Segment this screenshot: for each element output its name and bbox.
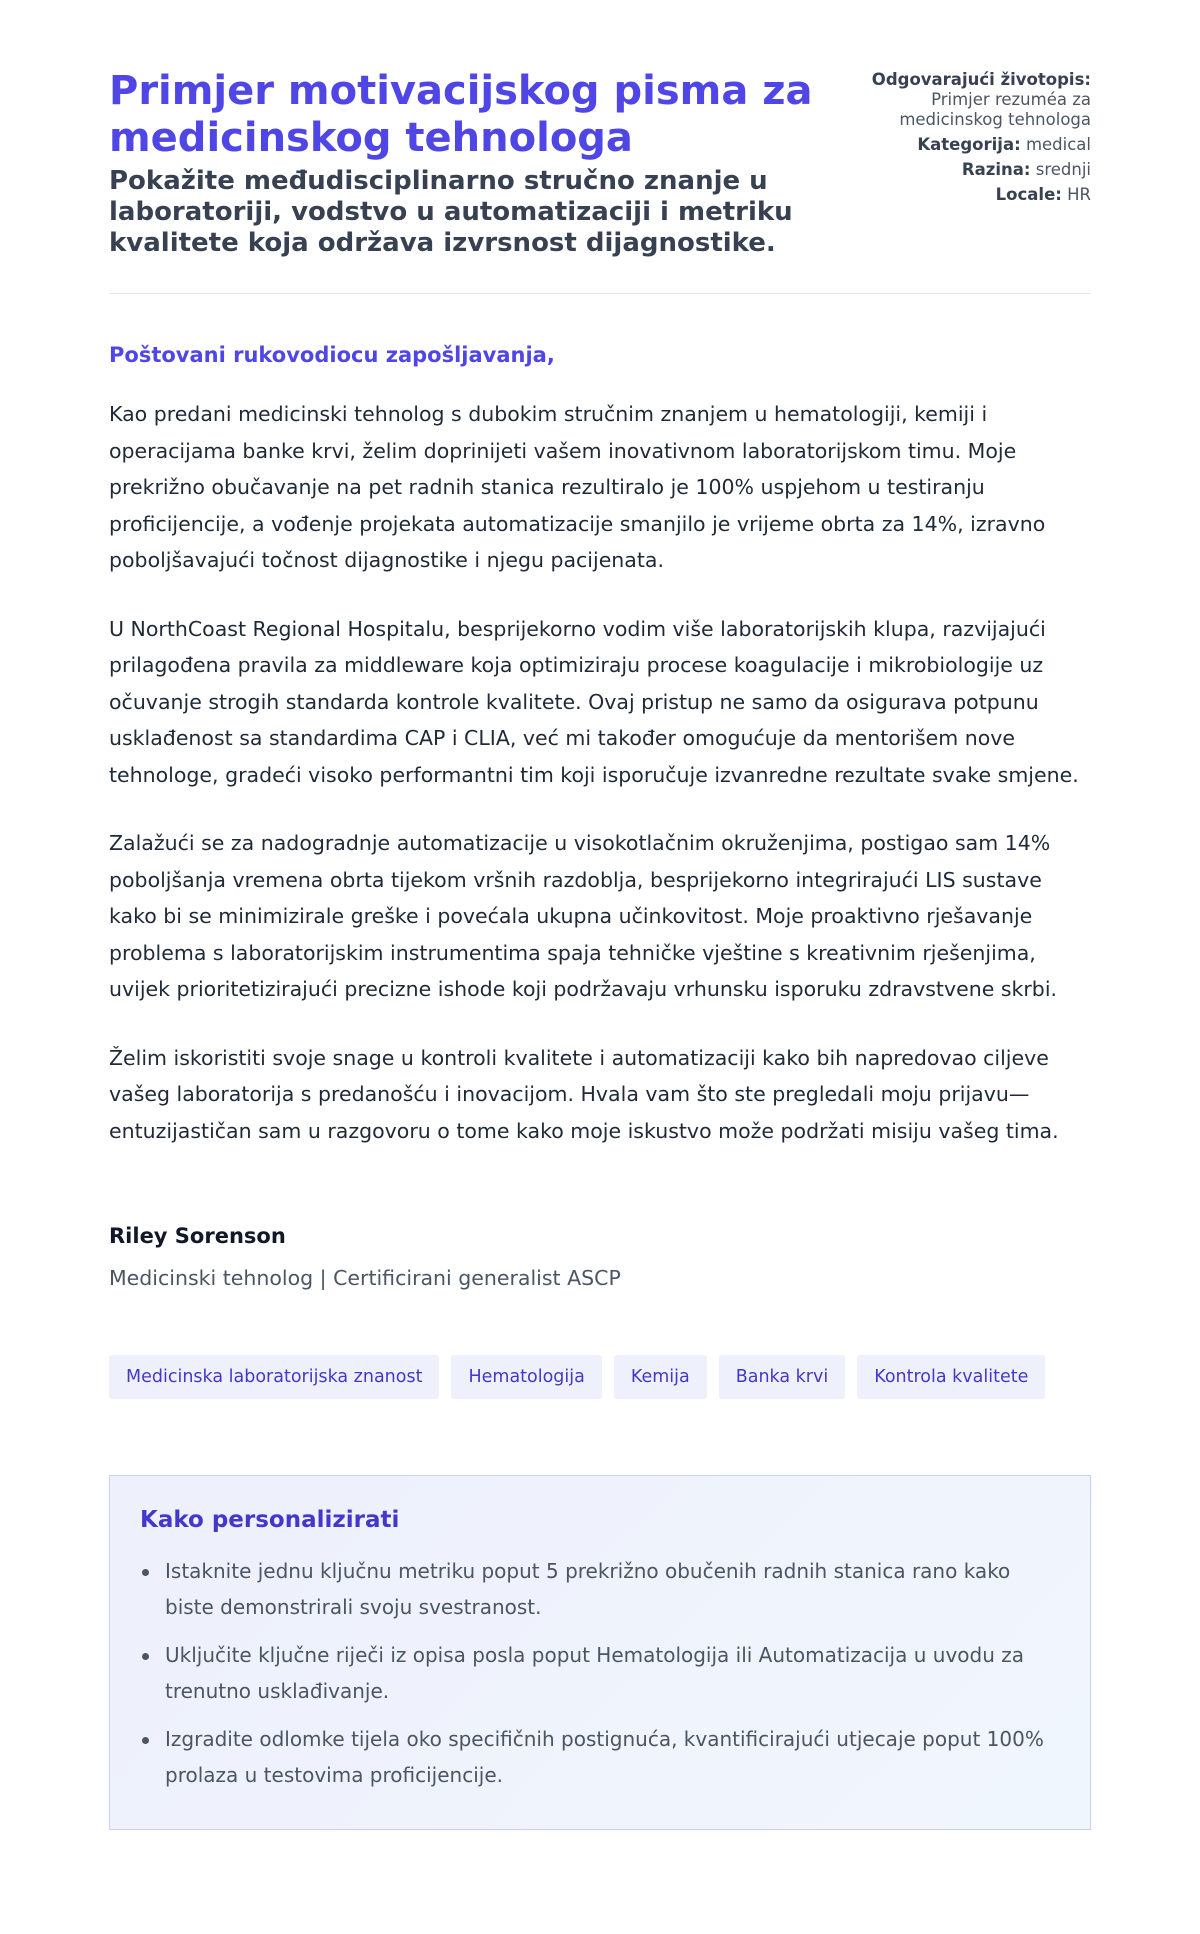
- meta-category-value: medical: [1025, 135, 1091, 154]
- letter-paragraph: Zalažući se za nadogradnje automatizacije u visokotlačnim okruženjima, postigao sam 14% poboljšanja vremena obrta tijekom vršnih razdoblja, besprijekorno integrirajući LIS sustave kako bi se minimizirale greške i povećala ukupna učinkovitost. Moje proaktivno rješavanje problema s laboratorijskim instrumentima spaja tehničke vještine s kreativnim rješenjima, uvijek prioritetizirajući precizne ishode koji podržavaju vrhunsku isporuku zdravstvene skrbi.: [109, 831, 1058, 1001]
- tip-text: Istaknite jednu ključnu metriku poput 5 prekrižno obučenih radnih stanica rano kako biste demonstrirali svoju svestranost.: [165, 1559, 1011, 1619]
- letter-paragraph: Kao predani medicinski tehnolog s dubokim stručnim znanjem u hematologiji, kemiji i operacijama banke krvi, želim doprinijeti vašem inovativnom laboratorijskom timu. Moje prekrižno obučavanje na pet radnih stanica rezultiralo je 100% uspjehom u testiranju proficijencije, a vođenje projekata automatizacije smanjilo je vrijeme obrta za 14%, izravno poboljšavajući točnost dijagnostike i njegu pacijenata.: [109, 402, 1046, 572]
- signature-title: Medicinski tehnolog | Certificirani generalist ASCP: [109, 1266, 621, 1290]
- page-title: Primjer motivacijskog pisma za medicinskog tehnologa: [109, 68, 813, 161]
- meta-resume-value[interactable]: Primjer rezuméa za medicinskog tehnologa: [899, 90, 1091, 129]
- meta-level: [861, 160, 1091, 180]
- tips-title: Kako personalizirati: [140, 1507, 400, 1533]
- tip-text: Uključite ključne riječi iz opisa posla poput Hematologija ili Automatizacija u uvodu za trenutno usklađivanje.: [165, 1643, 1024, 1703]
- header-left: [109, 68, 829, 259]
- tag-list: [109, 1355, 1091, 1399]
- tips-list: [140, 1554, 1060, 1793]
- bullet-icon: [142, 1653, 149, 1660]
- page-subtitle: Pokažite međudisciplinarno stručno znanje u laboratoriji, vodstvo u automatizaciji i metriku kvalitete koja održava izvrsnost dijagnostike.: [109, 166, 793, 258]
- letter-paragraph: Želim iskoristiti svoje snage u kontroli kvalitete i automatizaciji kako bih napredovao ciljeve vašeg laboratorija s predanošću i inovacijom. Hvala vam što ste pregledali moju prijavu—entuzijastičan sam u razgovoru o tome kako moje iskustvo može podržati misiju vašeg tima.: [109, 1045, 1059, 1143]
- tip-item: [140, 1722, 1060, 1793]
- signature-name: Riley Sorenson: [109, 1224, 286, 1248]
- letter-paragraph: U NorthCoast Regional Hospitalu, besprijekorno vodim više laboratorijskih klupa, razvijajući prilagođena pravila za middleware koja optimiziraju procese koagulacije i mikrobiologije uz očuvanje strogih standarda kontrole kvalitete. Ovaj pristup ne samo da osigurava potpunu usklađenost sa standardima CAP i CLIA, već mi također omogućuje da mentorišem nove tehnologe, gradeći visoko performantni tim koji isporučuje izvanredne rezultate svake smjene.: [109, 616, 1079, 787]
- tag-item[interactable]: Kontrola kvalitete: [857, 1355, 1045, 1399]
- tip-item: [140, 1554, 1060, 1625]
- bullet-icon: [142, 1569, 149, 1576]
- tag-item[interactable]: Medicinska laboratorijska znanost: [109, 1355, 439, 1399]
- meta-level-label: Razina:: [961, 160, 1031, 179]
- tip-text: Izgradite odlomke tijela oko specifičnih postignuća, kvantificirajući utjecaje poput 100% prolaza u testovima proficijencije.: [165, 1727, 1044, 1787]
- meta-locale-value: HR: [1067, 185, 1091, 204]
- meta-category-label: Kategorija:: [917, 135, 1021, 154]
- letter-salutation: Poštovani rukovodiocu zapošljavanja,: [109, 343, 555, 367]
- meta-locale: [861, 185, 1091, 205]
- header: [109, 68, 1091, 294]
- bullet-icon: [142, 1737, 149, 1744]
- tag-item[interactable]: Hematologija: [451, 1355, 601, 1399]
- tip-item: [140, 1638, 1060, 1709]
- meta-category: [861, 135, 1091, 155]
- meta-level-value: srednji: [1035, 160, 1091, 179]
- meta-info: [861, 68, 1091, 210]
- meta-resume-label: Odgovarajući životopis:: [871, 70, 1091, 89]
- meta-resume: [861, 70, 1091, 130]
- meta-locale-label: Locale:: [995, 185, 1062, 204]
- personalize-tips-box: [109, 1475, 1091, 1830]
- tag-item[interactable]: Banka krvi: [719, 1355, 845, 1399]
- tag-item[interactable]: Kemija: [614, 1355, 707, 1399]
